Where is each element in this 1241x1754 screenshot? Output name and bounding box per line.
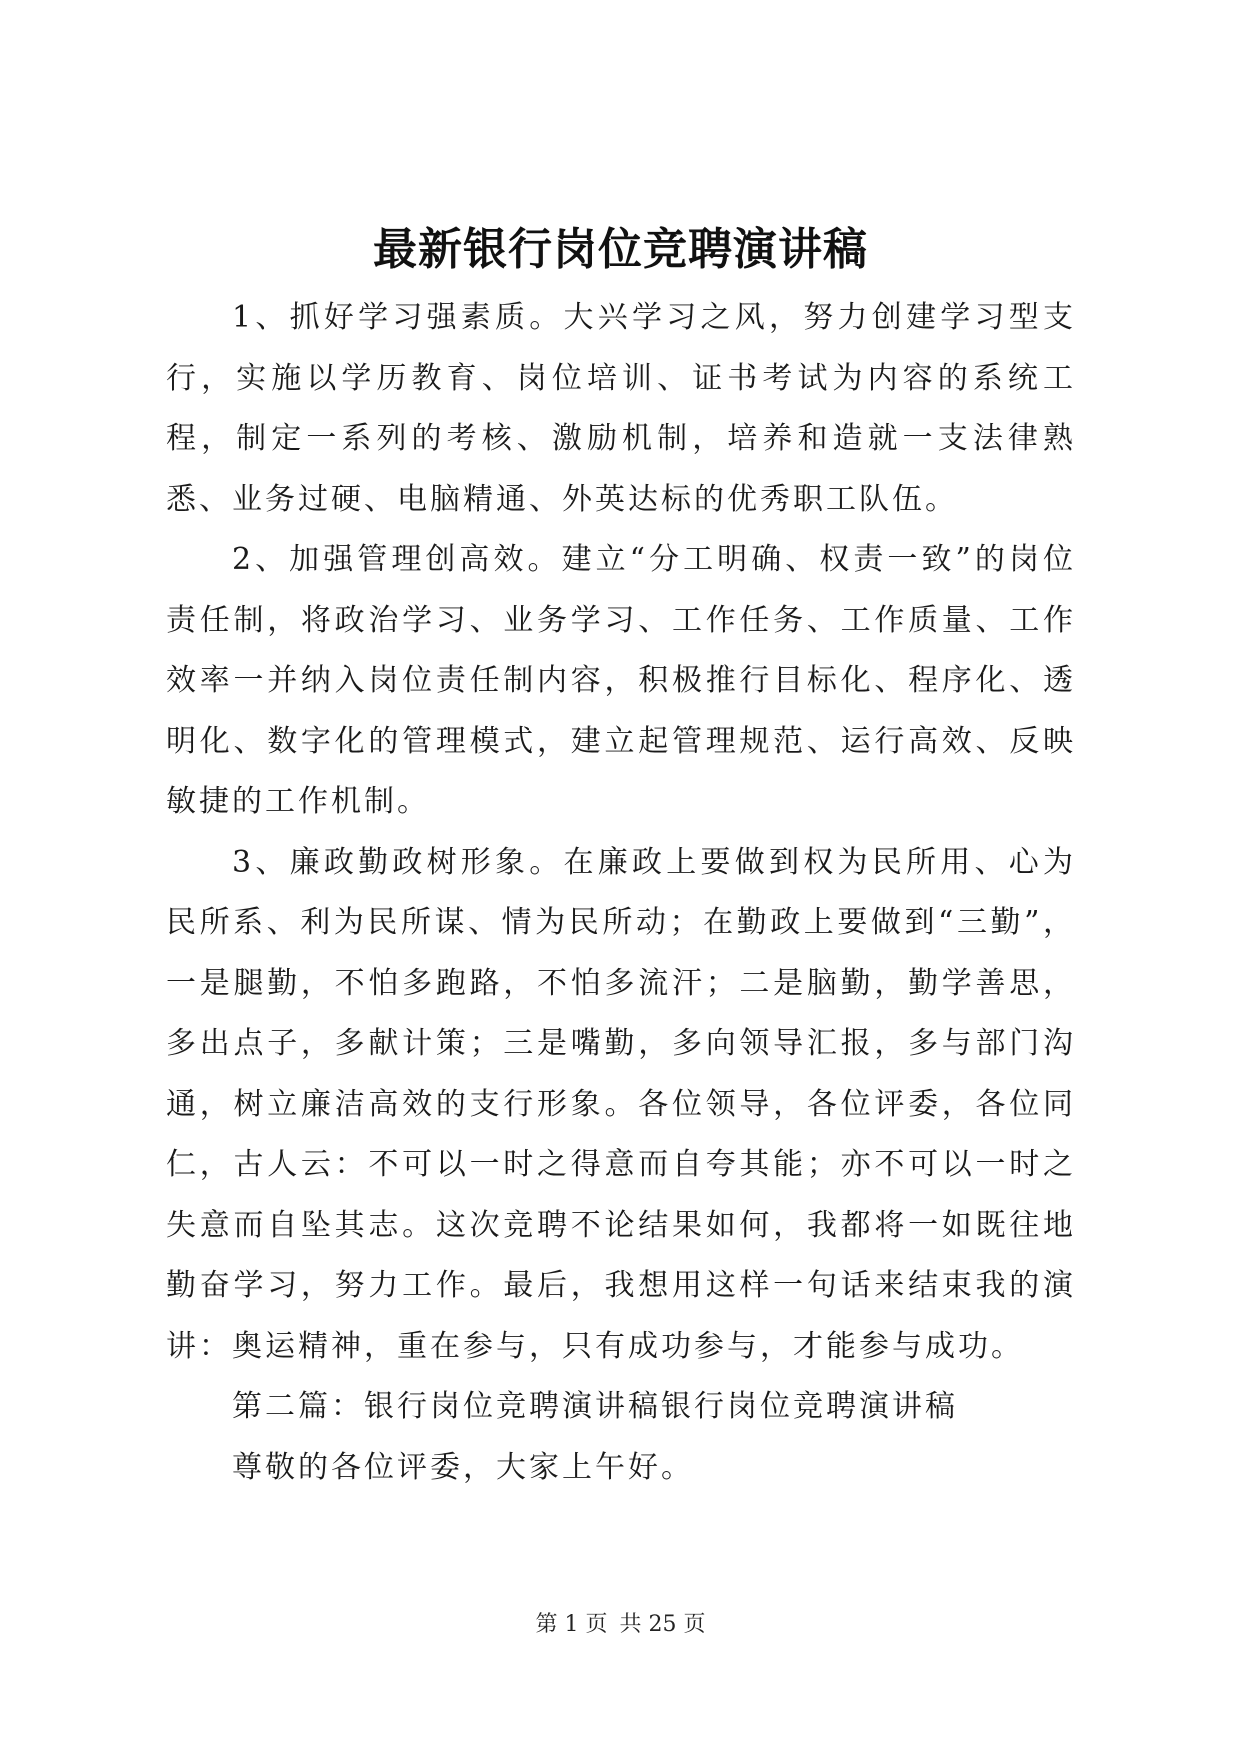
paragraph-section-heading: 第二篇：银行岗位竞聘演讲稿银行岗位竞聘演讲稿	[232, 1389, 958, 1424]
paragraph-greeting: 尊敬的各位评委，大家上午好。	[232, 1449, 694, 1485]
document-title: 最新银行岗位竞聘演讲稿	[373, 224, 868, 275]
page-number: 第 1 页	[535, 1612, 608, 1637]
page-total: 共 25 页	[619, 1612, 706, 1637]
paragraph-integrity: 3、廉政勤政树形象。在廉政上要做到权为民所用、心为民所系、利为民所谋、情为民所动；在勤政上要做到“三勤”，一是腿勤，不怕多跑路，不怕多流汗；二是脑勤，勤学善思，多出点子，多献计策；三是嘴勤，多向领导汇报，多与部门沟通，树立廉洁高效的支行形象。各位领导，各位评委，各位同仁，古人云：不可以一时之得意而自夸其能；亦不可以一时之失意而自坠其志。这次竞聘不论结果如何，我都将一如既往地勤奋学习，努力工作。最后，我想用这样一句话来结束我的演讲：奥运精神，重在参与，只有成功参与，才能参与成功。	[166, 844, 1076, 1364]
page-footer	[0, 1610, 1241, 1640]
paragraph-study: 1、抓好学习强素质。大兴学习之风，努力创建学习型支行，实施以学历教育、岗位培训、证书考试为内容的系统工程，制定一系列的考核、激励机制，培养和造就一支法律熟悉、业务过硬、电脑精通、外英达标的优秀职工队伍。	[166, 300, 1076, 517]
paragraph-management: 2、加强管理创高效。建立“分工明确、权责一致”的岗位责任制，将政治学习、业务学习、工作任务、工作质量、工作效率一并纳入岗位责任制内容，积极推行目标化、程序化、透明化、数字化的管理模式，建立起管理规范、运行高效、反映敏捷的工作机制。	[166, 542, 1076, 819]
document-body	[166, 288, 1076, 1498]
